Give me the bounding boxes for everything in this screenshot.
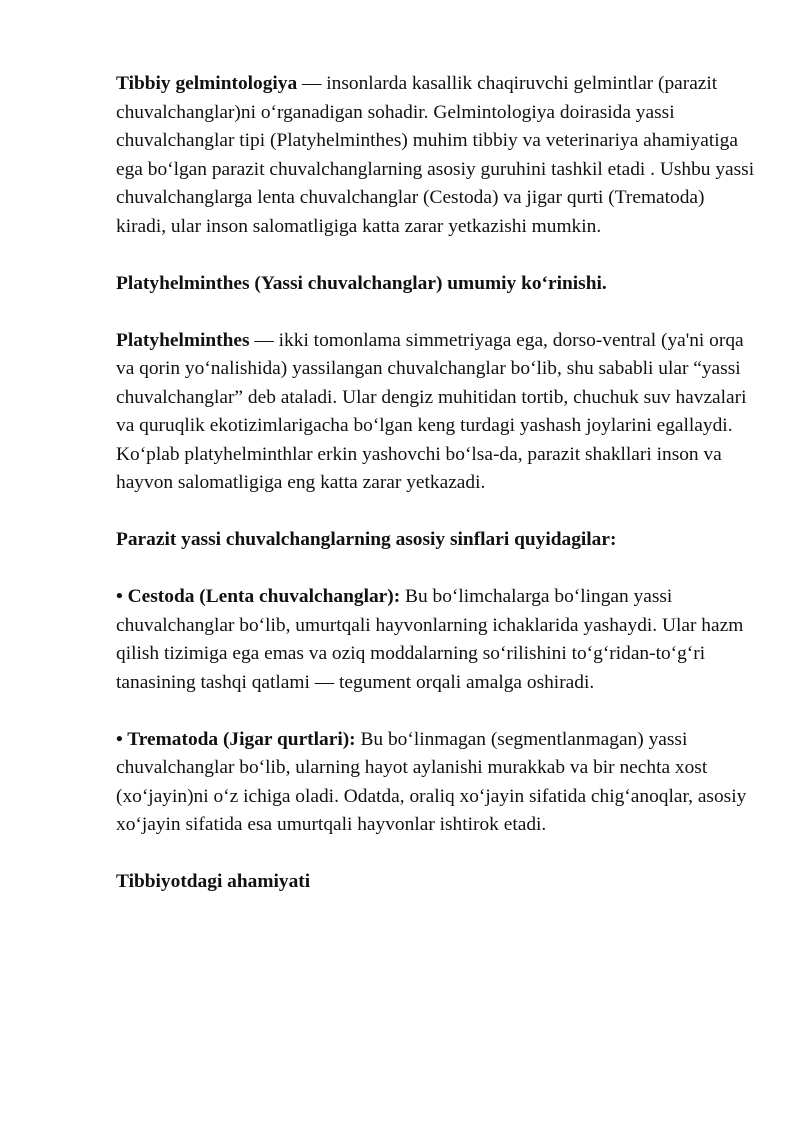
medical-heading: Tibbiyotdagi ahamiyati [116,871,311,892]
intro-paragraph [116,70,756,241]
class-term-trematoda: • Trematoda (Jigar qurtlari): [116,728,356,750]
intro-text: — insonlarda kasallik chaqiruvchi gelmintlar (parazit chuvalchanglar)ni o‘rganadigan sohadir. Gelmintologiya doirasida yassi chuvalchanglar tipi (Platyhelminthes) muhim tibbiy va veterinariya ahamiyatiga ega bo‘lgan parazit chuvalchanglarning asosiy guruhini tashkil etadi . Ushbu yassi chuvalchanglarga lenta chuvalchanglar (Cestoda) va jigar qurti (Trematoda) kiradi, ular inson salomatligiga katta zarar yetkazishi mumkin. [116,73,755,237]
overview-text: — ikki tomonlama simmetriyaga ega, dorso-ventral (ya'ni orqa va qorin yo‘nalishida) yassilangan chuvalchanglar bo‘lib, shu sababli ular “yassi chuvalchanglar” deb ataladi. Ular dengiz muhitidan tortib, chuchuk suv havzalari va quruqlik ekotizimlarigacha bo‘lgan keng turdagi yashash joylarini egallaydi. Ko‘plab platyhelminthlar erkin yashovchi bo‘lsa-da, parazit shakllari inson va hayvon salomatligiga eng katta zarar yetkazadi. [116,329,747,493]
class-text-trematoda: Bu bo‘linmagan (segmentlanmagan) yassi chuvalchanglar bo‘lib, ularning hayot aylanishi murakkab va bir nechta xost (xo‘jayin)ni o‘z ichiga oladi. Odatda, oraliq xo‘jayin sifatida chig‘anoqlar, asosiy xo‘jayin sifatida esa umurtqali hayvonlar ishtirok etadi. [116,728,747,835]
overview-paragraph [116,327,756,498]
class-item-cestoda [116,583,756,697]
intro-term: Tibbiy gelmintologiya [116,73,298,94]
class-term-cestoda: • Cestoda (Lenta chuvalchanglar): [116,586,401,607]
class-item-trematoda [116,726,756,840]
document-page [116,70,756,925]
classes-heading: Parazit yassi chuvalchanglarning asosiy sinflari quyidagilar: [116,529,617,550]
class-text-cestoda: Bu bo‘limchalarga bo‘lingan yassi chuvalchanglar bo‘lib, umurtqali hayvonlarning ichaklarida yashaydi. Ular hazm qilish tizimiga ega emas va oziq moddalarning so‘rilishini to‘g‘ridan-to‘g‘ri tanasining tashqi qatlami — tegument orqali amalga oshiradi. [116,586,744,693]
overview-heading: Platyhelminthes (Yassi chuvalchanglar) umumiy ko‘rinishi. [116,272,607,294]
overview-term: Platyhelminthes [116,329,250,351]
